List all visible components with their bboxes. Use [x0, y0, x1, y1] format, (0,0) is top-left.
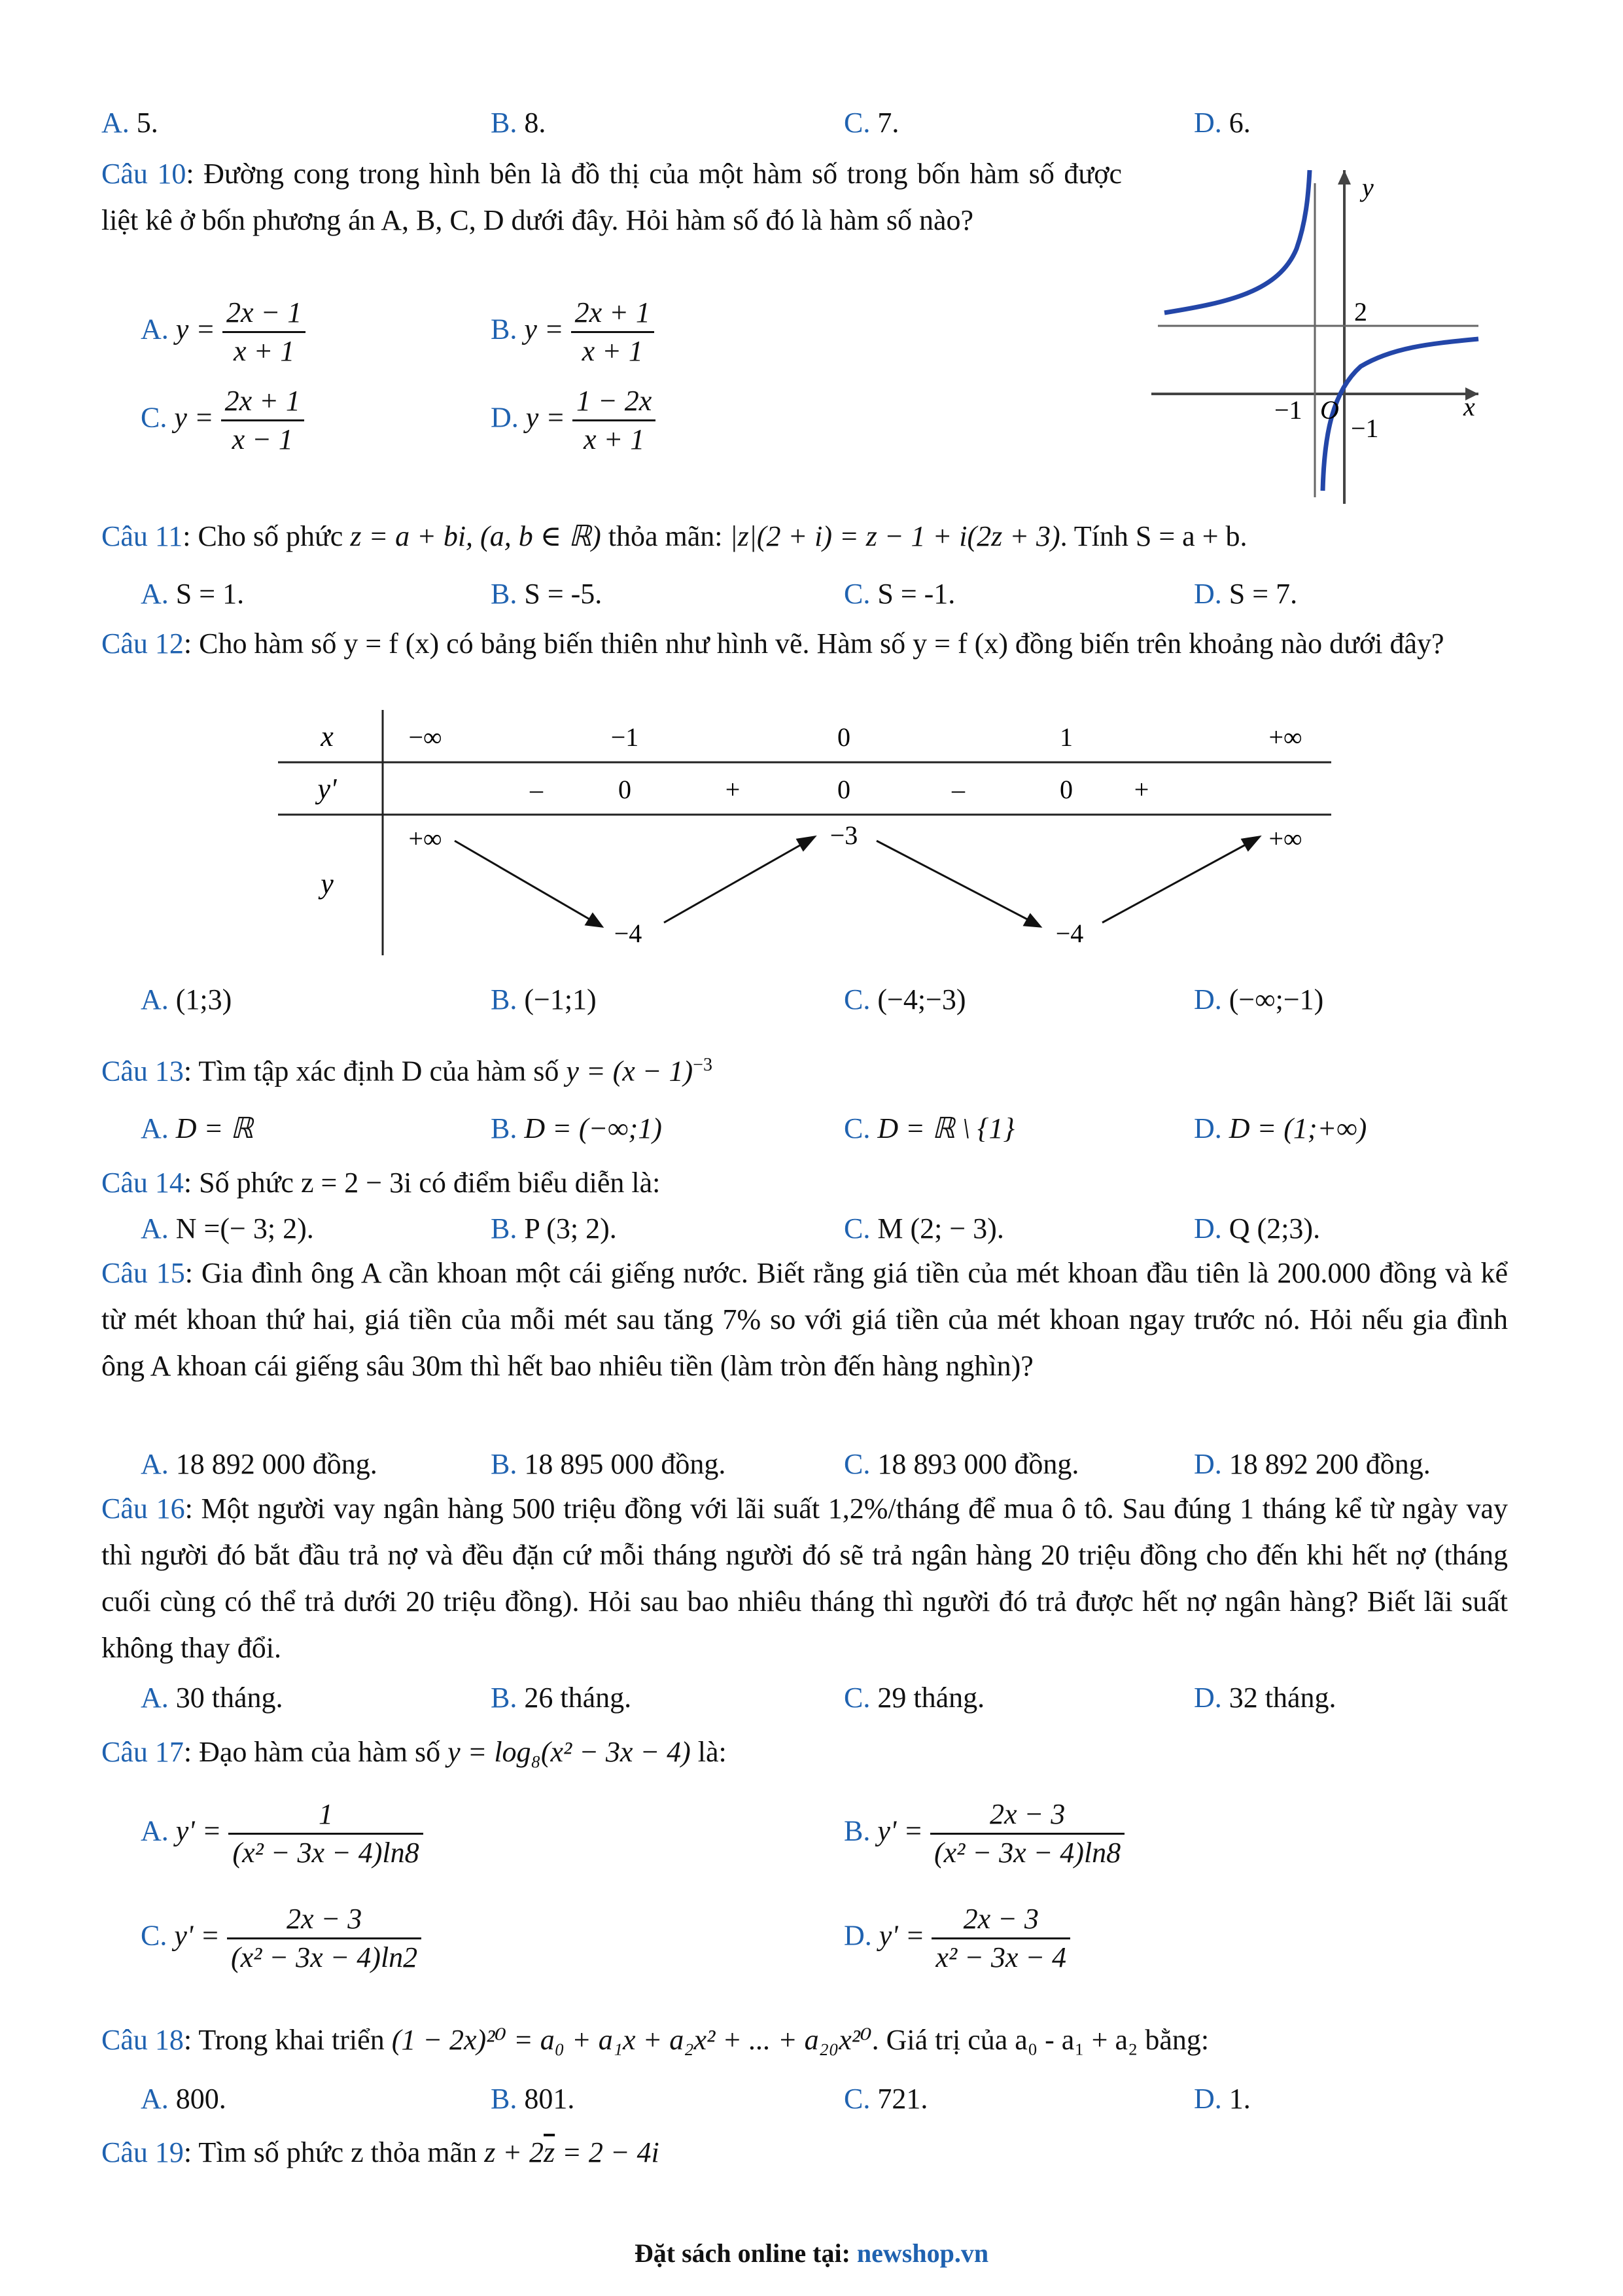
q14-option-d: D. Q (2;3). — [1194, 1212, 1321, 1245]
q11-option-b: B. S = -5. — [491, 578, 602, 610]
q13-option-d: D. D = (1;+∞) — [1194, 1112, 1367, 1144]
arrow-head — [1242, 837, 1259, 850]
q16-question: Câu 16: Một người vay ngân hàng 500 triệu đồng với lãi suất 1,2%/tháng để mua ô tô. Sau đúng 1 tháng kể từ ngày vay thì người đó bắt đầu trả nợ và đều đặn cứ mỗi tháng người đó sẽ trả ngân hàng 20 triệu đồng cho đến khi hết nợ (tháng cuối cùng có thể trả dưới 20 triệu đồng). Hỏi sau bao nhiêu tháng thì người đó trả được hết nợ ngân hàng? Biết lãi suất không thay đổi. — [101, 1492, 1508, 1664]
graph-tick-neg1-y: −1 — [1351, 414, 1379, 443]
curve-left-branch — [1164, 170, 1310, 313]
q12-option-d: D. (−∞;−1) — [1194, 983, 1324, 1016]
q12-option-b: B. (−1;1) — [491, 983, 597, 1016]
q18-option-b: B. 801. — [491, 2083, 575, 2115]
q17-option-b: B. y' = $\frac{2x - 3}{\text{(x² − 3x − 4)ln8}}$ — [844, 1796, 1125, 1871]
arrow-head — [586, 914, 602, 927]
q10-option-a: A. y = $\frac{2x - 1}{x + 1}$ — [141, 294, 305, 370]
q15-option-d: D. 18 892 200 đồng. — [1194, 1448, 1431, 1480]
table-x-label: x — [321, 720, 334, 752]
table-x-val: −∞ — [408, 722, 442, 752]
q9-option-d: D. 6. — [1194, 107, 1251, 139]
table-sign: 0 — [618, 775, 631, 804]
table-y-label: y — [321, 868, 334, 900]
q18-question: Câu 18: Trong khai triển (1 − 2x)²⁰ = a₀ + a₁x + a₂x² + ... + a₂₀x²⁰. Giá trị của a₀ - a₁ + a₂ bằng: — [101, 2024, 1210, 2056]
q14-option-c: C. M (2; − 3). — [844, 1212, 1004, 1245]
graph-tick-2: 2 — [1354, 297, 1367, 327]
arrow-down-1 — [455, 841, 595, 923]
arrow-head — [1024, 915, 1040, 927]
q10-option-d: D. y = $\frac{1 - 2x}{x + 1}$ — [491, 383, 655, 458]
q14-option-a: A. N =(− 3; 2). — [141, 1212, 314, 1245]
table-x-val: +∞ — [1268, 722, 1302, 752]
q17-question: Câu 17: Đạo hàm của hàm số y = log₈(x² − 3x − 4) là: — [101, 1736, 727, 1768]
q16-option-c: C. 29 tháng. — [844, 1682, 985, 1714]
q13-option-c: C. D = ℝ \ {1} — [844, 1112, 1015, 1144]
q14-question: Câu 14: Số phức z = 2 − 3i có điểm biểu diễn là: — [101, 1167, 661, 1199]
q16-option-a: A. 30 tháng. — [141, 1682, 283, 1714]
q19-question: Câu 19: Tìm số phức z thỏa mãn $z + 2\overline{z} = 2 - 4i$ — [101, 2136, 659, 2168]
q10-option-b: B. y = $\frac{2x + 1}{x + 1}$ — [491, 294, 654, 370]
arrow-head — [797, 837, 814, 850]
q15-question: Câu 15: Gia đình ông A cần khoan một cái giếng nước. Biết rằng giá tiền của mét khoan đầu tiên là 200.000 đồng và kể từ mét khoan thứ hai, giá tiền của mỗi mét sau tăng 7% so với giá tiền của mét khoan ngay trước nó. Hỏi nếu gia đình ông A khoan cái giếng sâu 30m thì hết bao nhiêu tiền (làm tròn đến hàng nghìn)? — [101, 1257, 1508, 1382]
q13-option-b: B. D = (−∞;1) — [491, 1112, 662, 1144]
q11-question: Câu 11: Cho số phức z = a + bi, (a, b ∈ ℝ) thỏa mãn: |z|(2 + i) = z − 1 + i(2z + 3). Tính S = a + b. — [101, 520, 1248, 552]
q18-option-a: A. 800. — [141, 2083, 226, 2115]
q15-option-c: C. 18 893 000 đồng. — [844, 1448, 1079, 1480]
table-sign: + — [725, 775, 741, 804]
arrow-up-1 — [664, 841, 808, 923]
q12-option-a: A. (1;3) — [141, 983, 232, 1016]
q9-option-b: B. 8. — [491, 107, 546, 139]
table-sign: – — [952, 775, 965, 804]
table-y-val: −4 — [1055, 919, 1084, 948]
table-yprime-label: y' — [317, 773, 337, 805]
graph-tick-neg1-x: −1 — [1274, 395, 1302, 425]
q13-option-a: A. D = ℝ — [141, 1112, 254, 1144]
q10-option-c: C. y = $\frac{2x + 1}{x - 1}$ — [141, 383, 304, 458]
footer-site-link[interactable]: newshop.vn — [856, 2238, 989, 2268]
q17-option-c: C. y' = $\frac{2x - 3}{\text{(x² − 3x − 4)ln2}}$ — [141, 1901, 421, 1976]
q16-option-b: B. 26 tháng. — [491, 1682, 632, 1714]
q18-option-c: C. 721. — [844, 2083, 928, 2115]
graph-origin: O — [1320, 395, 1339, 425]
arrow-up-2 — [1102, 841, 1253, 923]
graph-x-label: x — [1463, 392, 1475, 421]
table-y-val: −3 — [829, 821, 858, 850]
q17-option-d: D. y' = $\frac{2x - 3}{\text{x² − 3x − 4}}$ — [844, 1901, 1070, 1976]
q11-option-c: C. S = -1. — [844, 578, 956, 610]
q12-question: Câu 12: Cho hàm số y = f (x) có bảng biến thiên như hình vẽ. Hàm số y = f (x) đồng biến trên khoảng nào dưới đây? — [101, 627, 1444, 660]
table-sign: + — [1134, 775, 1149, 804]
table-y-val: +∞ — [1268, 824, 1302, 853]
q17-option-a: A. y' = $\frac{1}{\text{(x² − 3x − 4)ln8}}$ — [141, 1796, 423, 1871]
q11-option-a: A. S = 1. — [141, 578, 245, 610]
y-axis-arrow — [1338, 170, 1351, 185]
q15-option-b: B. 18 895 000 đồng. — [491, 1448, 726, 1480]
table-sign: – — [530, 775, 543, 804]
q18-option-d: D. 1. — [1194, 2083, 1251, 2115]
table-sign: 0 — [837, 775, 850, 804]
graph-y-label: y — [1362, 173, 1374, 202]
arrow-down-2 — [877, 841, 1034, 923]
q9-option-a: A. 5. — [101, 107, 158, 139]
table-y-val: +∞ — [408, 824, 442, 853]
table-x-val: 1 — [1060, 722, 1073, 752]
table-x-val: −1 — [610, 722, 639, 752]
q10-question: Câu 10: Đường cong trong hình bên là đồ thị của một hàm số trong bốn hàm số được liệt kê ở bốn phương án A, B, C, D dưới đây. Hỏi hàm số đó là hàm số nào? — [101, 158, 1122, 236]
q12-option-c: C. (−4;−3) — [844, 983, 966, 1016]
q15-option-a: A. 18 892 000 đồng. — [141, 1448, 377, 1480]
table-y-val: −4 — [614, 919, 642, 948]
q12-variation-table — [275, 710, 1335, 959]
table-x-val: 0 — [837, 722, 850, 752]
q16-option-d: D. 32 tháng. — [1194, 1682, 1336, 1714]
q13-question: Câu 13: Tìm tập xác định D của hàm số $y = (x - 1)^{-3}$ — [101, 1055, 712, 1087]
q9-option-c: C. 7. — [844, 107, 899, 139]
curve-right-branch — [1323, 339, 1478, 491]
q10-hyperbola-graph — [1151, 164, 1492, 504]
q14-option-b: B. P (3; 2). — [491, 1212, 617, 1245]
footer: Đặt sách online tại: newshop.vn — [634, 2238, 989, 2268]
q11-option-d: D. S = 7. — [1194, 578, 1298, 610]
table-sign: 0 — [1060, 775, 1073, 804]
